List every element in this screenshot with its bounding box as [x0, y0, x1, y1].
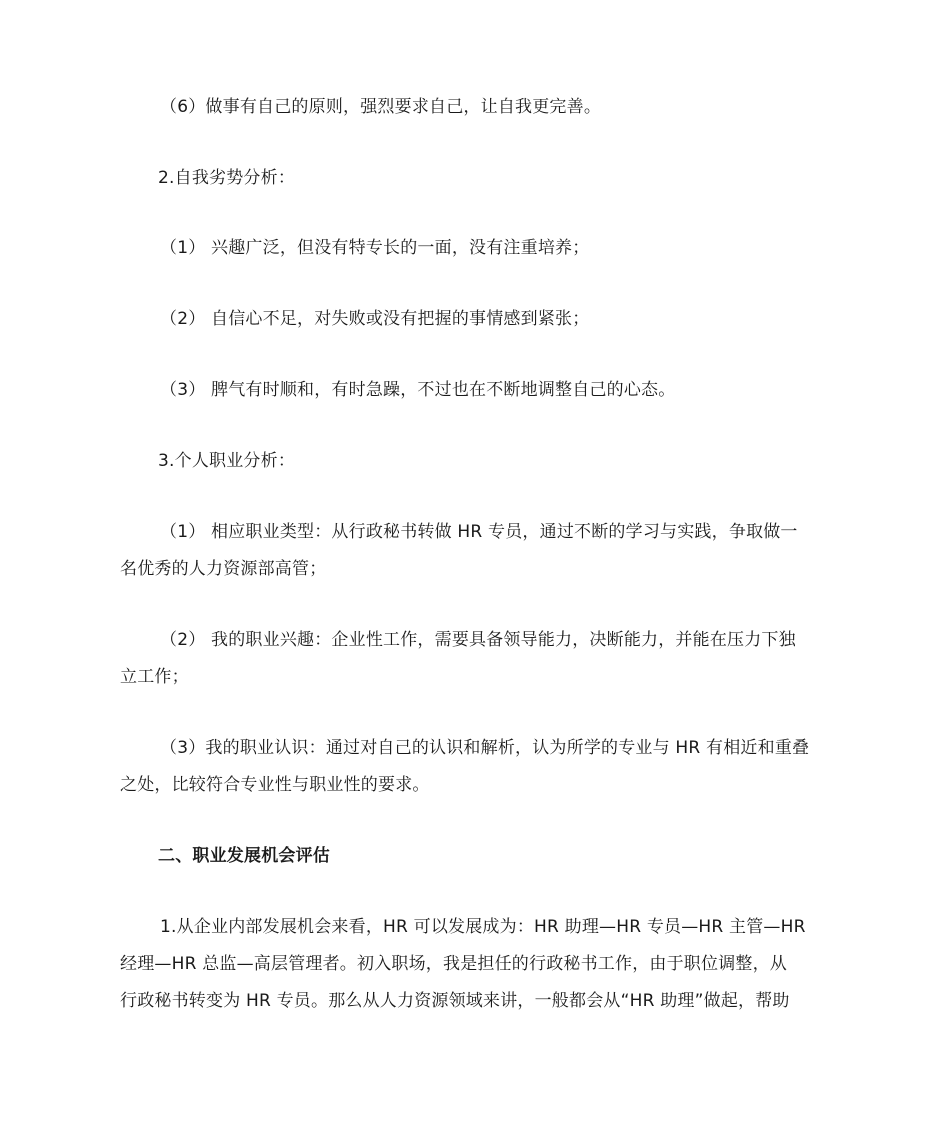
heading-career-analysis: 3.个人职业分析：: [158, 451, 296, 471]
text-line-opportunity-1c: 行政秘书转变为 HR 专员。那么从人力资源领域来讲，一般都会从“HR 助理”做起，帮助: [120, 991, 790, 1011]
text-line-weakness-2: （2） 自信心不足，对失败或没有把握的事情感到紧张；: [160, 309, 590, 329]
text-line-career-2b: 立工作；: [120, 667, 189, 687]
heading-weakness-analysis: 2.自我劣势分析：: [158, 168, 296, 188]
text-line-opportunity-1b: 经理—HR 总监—高层管理者。初入职场，我是担任的行政秘书工作，由于职位调整，从: [120, 954, 787, 974]
text-line-career-1b: 名优秀的人力资源部高管；: [120, 559, 327, 579]
text-line-opportunity-1a: 1.从企业内部发展机会来看，HR 可以发展成为：HR 助理—HR 专员—HR 主管—HR: [160, 917, 806, 937]
text-line-career-3a: （3）我的职业认识：通过对自己的认识和解析，认为所学的专业与 HR 有相近和重叠: [160, 738, 810, 758]
section-heading-opportunity: 二、职业发展机会评估: [158, 846, 330, 866]
text-line-weakness-3: （3） 脾气有时顺和，有时急躁，不过也在不断地调整自己的心态。: [160, 380, 676, 400]
text-line-strength-6: （6）做事有自己的原则，强烈要求自己，让自我更完善。: [160, 97, 602, 117]
text-line-career-2a: （2） 我的职业兴趣：企业性工作，需要具备领导能力，决断能力，并能在压力下独: [160, 630, 796, 650]
text-line-career-3b: 之处，比较符合专业性与职业性的要求。: [120, 775, 430, 795]
text-line-career-1a: （1） 相应职业类型：从行政秘书转做 HR 专员，通过不断的学习与实践，争取做一: [160, 522, 798, 542]
text-line-weakness-1: （1） 兴趣广泛，但没有特专长的一面，没有注重培养；: [160, 238, 590, 258]
